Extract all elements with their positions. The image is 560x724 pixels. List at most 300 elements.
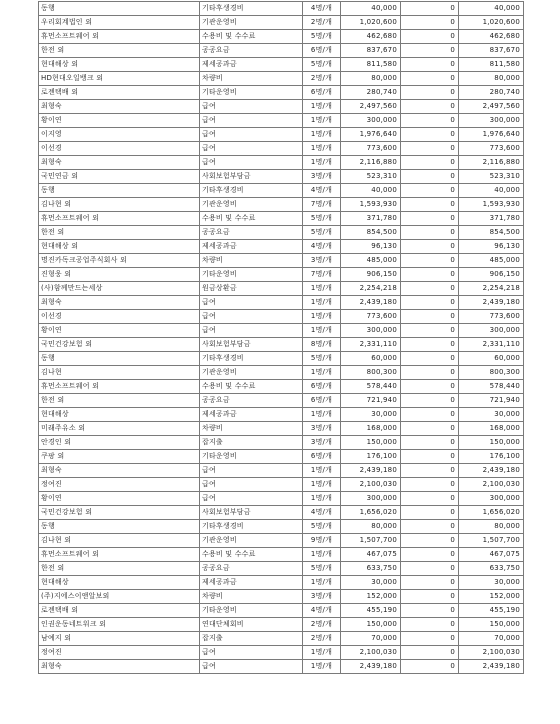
payee-cell: 안경인 외 — [39, 436, 200, 450]
table-row — [39, 338, 524, 352]
category-cell: 제세공과금 — [200, 576, 303, 590]
adjustment-cell: 0 — [401, 44, 459, 58]
category-cell: 기타후생경비 — [200, 184, 303, 198]
table-row — [39, 44, 524, 58]
category-cell: 급여 — [200, 478, 303, 492]
category-cell: 차량비 — [200, 254, 303, 268]
count-cell: 3명/개 — [303, 422, 341, 436]
adjustment-cell: 0 — [401, 618, 459, 632]
adjustment-cell: 0 — [401, 478, 459, 492]
adjustment-cell: 0 — [401, 254, 459, 268]
amount-cell: 2,116,880 — [341, 156, 401, 170]
category-cell: 연대단체회비 — [200, 618, 303, 632]
amount-cell: 2,254,218 — [341, 282, 401, 296]
count-cell: 5명/개 — [303, 212, 341, 226]
payee-cell: 한전 외 — [39, 394, 200, 408]
category-cell: 기관운영비 — [200, 198, 303, 212]
total-cell: 70,000 — [459, 632, 524, 646]
amount-cell: 176,100 — [341, 450, 401, 464]
table-row — [39, 268, 524, 282]
payee-cell: 정여진 — [39, 478, 200, 492]
category-cell: 원금상환금 — [200, 282, 303, 296]
count-cell: 1명/개 — [303, 576, 341, 590]
category-cell: 급여 — [200, 660, 303, 674]
adjustment-cell: 0 — [401, 338, 459, 352]
table-row — [39, 198, 524, 212]
adjustment-cell: 0 — [401, 380, 459, 394]
payee-cell: 김나현 외 — [39, 534, 200, 548]
count-cell: 1명/개 — [303, 366, 341, 380]
category-cell: 급여 — [200, 114, 303, 128]
amount-cell: 30,000 — [341, 576, 401, 590]
amount-cell: 2,100,030 — [341, 478, 401, 492]
payee-cell: 휴먼소프트웨어 외 — [39, 380, 200, 394]
amount-cell: 168,000 — [341, 422, 401, 436]
amount-cell: 721,940 — [341, 394, 401, 408]
payee-cell: (사)함께만드는세상 — [39, 282, 200, 296]
adjustment-cell: 0 — [401, 128, 459, 142]
count-cell: 3명/개 — [303, 436, 341, 450]
category-cell: 수용비 및 수수료 — [200, 380, 303, 394]
total-cell: 773,600 — [459, 142, 524, 156]
table-row — [39, 464, 524, 478]
payee-cell: 인권운동네트워크 외 — [39, 618, 200, 632]
payee-cell: 국민건강보험 외 — [39, 338, 200, 352]
amount-cell: 152,000 — [341, 590, 401, 604]
table-row — [39, 576, 524, 590]
count-cell: 1명/개 — [303, 464, 341, 478]
amount-cell: 371,780 — [341, 212, 401, 226]
payee-cell: 휴먼소프트웨어 외 — [39, 548, 200, 562]
total-cell: 371,780 — [459, 212, 524, 226]
total-cell: 1,507,700 — [459, 534, 524, 548]
category-cell: 급여 — [200, 646, 303, 660]
total-cell: 152,000 — [459, 590, 524, 604]
payee-cell: 한전 외 — [39, 226, 200, 240]
table-row — [39, 282, 524, 296]
amount-cell: 70,000 — [341, 632, 401, 646]
adjustment-cell: 0 — [401, 534, 459, 548]
count-cell: 2명/개 — [303, 618, 341, 632]
amount-cell: 1,593,930 — [341, 198, 401, 212]
table-row — [39, 310, 524, 324]
category-cell: 수용비 및 수수료 — [200, 30, 303, 44]
total-cell: 300,000 — [459, 492, 524, 506]
payee-cell: 김나현 — [39, 366, 200, 380]
expense-ledger-table — [38, 1, 524, 674]
table-row — [39, 212, 524, 226]
amount-cell: 2,439,180 — [341, 464, 401, 478]
count-cell: 4명/개 — [303, 506, 341, 520]
count-cell: 1명/개 — [303, 296, 341, 310]
count-cell: 3명/개 — [303, 254, 341, 268]
amount-cell: 2,331,110 — [341, 338, 401, 352]
payee-cell: (주)지에스이앤알보외 — [39, 590, 200, 604]
adjustment-cell: 0 — [401, 282, 459, 296]
total-cell: 837,670 — [459, 44, 524, 58]
amount-cell: 811,580 — [341, 58, 401, 72]
count-cell: 3명/개 — [303, 170, 341, 184]
table-row — [39, 114, 524, 128]
adjustment-cell: 0 — [401, 422, 459, 436]
table-row — [39, 548, 524, 562]
total-cell: 300,000 — [459, 324, 524, 338]
count-cell: 6명/개 — [303, 450, 341, 464]
total-cell: 773,600 — [459, 310, 524, 324]
adjustment-cell: 0 — [401, 58, 459, 72]
count-cell: 1명/개 — [303, 282, 341, 296]
amount-cell: 80,000 — [341, 520, 401, 534]
adjustment-cell: 0 — [401, 576, 459, 590]
amount-cell: 96,130 — [341, 240, 401, 254]
adjustment-cell: 0 — [401, 520, 459, 534]
category-cell: 잡지출 — [200, 436, 303, 450]
payee-cell: 김나현 외 — [39, 198, 200, 212]
category-cell: 기타후생경비 — [200, 352, 303, 366]
category-cell: 기타운영비 — [200, 86, 303, 100]
table-row — [39, 72, 524, 86]
table-row — [39, 394, 524, 408]
count-cell: 4명/개 — [303, 2, 341, 16]
amount-cell: 300,000 — [341, 324, 401, 338]
adjustment-cell: 0 — [401, 114, 459, 128]
table-row — [39, 506, 524, 520]
amount-cell: 280,740 — [341, 86, 401, 100]
count-cell: 6명/개 — [303, 44, 341, 58]
payee-cell: 현대해상 외 — [39, 240, 200, 254]
amount-cell: 2,439,180 — [341, 296, 401, 310]
amount-cell: 300,000 — [341, 114, 401, 128]
amount-cell: 80,000 — [341, 72, 401, 86]
table-row — [39, 128, 524, 142]
adjustment-cell: 0 — [401, 142, 459, 156]
total-cell: 578,440 — [459, 380, 524, 394]
adjustment-cell: 0 — [401, 240, 459, 254]
total-cell: 906,150 — [459, 268, 524, 282]
payee-cell: 정여진 — [39, 646, 200, 660]
count-cell: 5명/개 — [303, 520, 341, 534]
total-cell: 633,750 — [459, 562, 524, 576]
category-cell: 사회보험부담금 — [200, 506, 303, 520]
payee-cell: 국민연금 외 — [39, 170, 200, 184]
table-row — [39, 254, 524, 268]
total-cell: 96,130 — [459, 240, 524, 254]
category-cell: 기관운영비 — [200, 366, 303, 380]
count-cell: 1명/개 — [303, 408, 341, 422]
amount-cell: 906,150 — [341, 268, 401, 282]
category-cell: 기타후생경비 — [200, 2, 303, 16]
category-cell: 기타운영비 — [200, 450, 303, 464]
amount-cell: 60,000 — [341, 352, 401, 366]
adjustment-cell: 0 — [401, 632, 459, 646]
table-row — [39, 436, 524, 450]
count-cell: 2명/개 — [303, 16, 341, 30]
count-cell: 1명/개 — [303, 646, 341, 660]
amount-cell: 773,600 — [341, 142, 401, 156]
adjustment-cell: 0 — [401, 72, 459, 86]
table-row — [39, 422, 524, 436]
amount-cell: 837,670 — [341, 44, 401, 58]
category-cell: 기타운영비 — [200, 268, 303, 282]
table-row — [39, 58, 524, 72]
total-cell: 2,100,030 — [459, 478, 524, 492]
amount-cell: 1,656,020 — [341, 506, 401, 520]
adjustment-cell: 0 — [401, 2, 459, 16]
table-row — [39, 30, 524, 44]
table-row — [39, 240, 524, 254]
payee-cell: 한전 외 — [39, 562, 200, 576]
table-row — [39, 142, 524, 156]
payee-cell: 이선경 — [39, 310, 200, 324]
table-row — [39, 2, 524, 16]
category-cell: 사회보험부담금 — [200, 170, 303, 184]
total-cell: 2,254,218 — [459, 282, 524, 296]
table-row — [39, 184, 524, 198]
total-cell: 2,116,880 — [459, 156, 524, 170]
total-cell: 485,000 — [459, 254, 524, 268]
count-cell: 2명/개 — [303, 72, 341, 86]
table-row — [39, 646, 524, 660]
payee-cell: 휴먼소프트웨어 외 — [39, 212, 200, 226]
count-cell: 1명/개 — [303, 156, 341, 170]
payee-cell: 로젠택배 외 — [39, 604, 200, 618]
payee-cell: 이선경 — [39, 142, 200, 156]
count-cell: 1명/개 — [303, 310, 341, 324]
count-cell: 1명/개 — [303, 100, 341, 114]
total-cell: 280,740 — [459, 86, 524, 100]
category-cell: 급여 — [200, 156, 303, 170]
count-cell: 1명/개 — [303, 128, 341, 142]
adjustment-cell: 0 — [401, 310, 459, 324]
total-cell: 1,656,020 — [459, 506, 524, 520]
adjustment-cell: 0 — [401, 170, 459, 184]
adjustment-cell: 0 — [401, 492, 459, 506]
payee-cell: 동행 — [39, 2, 200, 16]
category-cell: 수용비 및 수수료 — [200, 212, 303, 226]
count-cell: 9명/개 — [303, 534, 341, 548]
table-row — [39, 408, 524, 422]
count-cell: 2명/개 — [303, 632, 341, 646]
table-row — [39, 520, 524, 534]
payee-cell: 남예지 외 — [39, 632, 200, 646]
amount-cell: 854,500 — [341, 226, 401, 240]
count-cell: 3명/개 — [303, 590, 341, 604]
amount-cell: 2,100,030 — [341, 646, 401, 660]
table-row — [39, 16, 524, 30]
adjustment-cell: 0 — [401, 16, 459, 30]
total-cell: 168,000 — [459, 422, 524, 436]
category-cell: 공공요금 — [200, 226, 303, 240]
amount-cell: 300,000 — [341, 492, 401, 506]
count-cell: 6명/개 — [303, 380, 341, 394]
adjustment-cell: 0 — [401, 100, 459, 114]
adjustment-cell: 0 — [401, 296, 459, 310]
table-row — [39, 380, 524, 394]
payee-cell: 명진카독크공업주식회사 외 — [39, 254, 200, 268]
table-row — [39, 296, 524, 310]
count-cell: 1명/개 — [303, 492, 341, 506]
adjustment-cell: 0 — [401, 506, 459, 520]
total-cell: 455,190 — [459, 604, 524, 618]
table-row — [39, 618, 524, 632]
amount-cell: 1,020,600 — [341, 16, 401, 30]
count-cell: 5명/개 — [303, 58, 341, 72]
category-cell: 공공요금 — [200, 562, 303, 576]
table-row — [39, 534, 524, 548]
count-cell: 1명/개 — [303, 142, 341, 156]
amount-cell: 2,439,180 — [341, 660, 401, 674]
category-cell: 공공요금 — [200, 394, 303, 408]
total-cell: 1,593,930 — [459, 198, 524, 212]
total-cell: 60,000 — [459, 352, 524, 366]
amount-cell: 578,440 — [341, 380, 401, 394]
adjustment-cell: 0 — [401, 548, 459, 562]
amount-cell: 467,075 — [341, 548, 401, 562]
total-cell: 2,497,560 — [459, 100, 524, 114]
category-cell: 급여 — [200, 128, 303, 142]
total-cell: 2,439,180 — [459, 296, 524, 310]
count-cell: 8명/개 — [303, 338, 341, 352]
adjustment-cell: 0 — [401, 352, 459, 366]
count-cell: 1명/개 — [303, 548, 341, 562]
amount-cell: 2,497,560 — [341, 100, 401, 114]
payee-cell: 현대해상 — [39, 408, 200, 422]
total-cell: 467,075 — [459, 548, 524, 562]
count-cell: 7명/개 — [303, 198, 341, 212]
category-cell: 급여 — [200, 310, 303, 324]
amount-cell: 485,000 — [341, 254, 401, 268]
total-cell: 176,100 — [459, 450, 524, 464]
payee-cell: 쿠팡 외 — [39, 450, 200, 464]
table-row — [39, 604, 524, 618]
category-cell: 급여 — [200, 464, 303, 478]
total-cell: 1,976,640 — [459, 128, 524, 142]
total-cell: 40,000 — [459, 2, 524, 16]
count-cell: 1명/개 — [303, 114, 341, 128]
adjustment-cell: 0 — [401, 450, 459, 464]
total-cell: 80,000 — [459, 520, 524, 534]
adjustment-cell: 0 — [401, 464, 459, 478]
count-cell: 5명/개 — [303, 226, 341, 240]
adjustment-cell: 0 — [401, 646, 459, 660]
total-cell: 462,680 — [459, 30, 524, 44]
amount-cell: 773,600 — [341, 310, 401, 324]
table-row — [39, 352, 524, 366]
total-cell: 2,331,110 — [459, 338, 524, 352]
count-cell: 7명/개 — [303, 268, 341, 282]
category-cell: 급여 — [200, 296, 303, 310]
amount-cell: 1,507,700 — [341, 534, 401, 548]
table-row — [39, 156, 524, 170]
amount-cell: 40,000 — [341, 2, 401, 16]
adjustment-cell: 0 — [401, 590, 459, 604]
total-cell: 40,000 — [459, 184, 524, 198]
amount-cell: 1,976,640 — [341, 128, 401, 142]
category-cell: 사회보험부담금 — [200, 338, 303, 352]
amount-cell: 455,190 — [341, 604, 401, 618]
table-row — [39, 562, 524, 576]
adjustment-cell: 0 — [401, 436, 459, 450]
category-cell: 급여 — [200, 492, 303, 506]
adjustment-cell: 0 — [401, 562, 459, 576]
payee-cell: 휴먼소프트웨어 외 — [39, 30, 200, 44]
category-cell: 수용비 및 수수료 — [200, 548, 303, 562]
adjustment-cell: 0 — [401, 30, 459, 44]
adjustment-cell: 0 — [401, 226, 459, 240]
category-cell: 제세공과금 — [200, 240, 303, 254]
payee-cell: 이지영 — [39, 128, 200, 142]
category-cell: 기관운영비 — [200, 16, 303, 30]
total-cell: 721,940 — [459, 394, 524, 408]
count-cell: 1명/개 — [303, 478, 341, 492]
table-row — [39, 492, 524, 506]
category-cell: 제세공과금 — [200, 408, 303, 422]
count-cell: 5명/개 — [303, 352, 341, 366]
table-row — [39, 660, 524, 674]
category-cell: 잡지출 — [200, 632, 303, 646]
category-cell: 급여 — [200, 100, 303, 114]
amount-cell: 523,310 — [341, 170, 401, 184]
count-cell: 4명/개 — [303, 604, 341, 618]
payee-cell: 최형숙 — [39, 156, 200, 170]
category-cell: 기관운영비 — [200, 534, 303, 548]
category-cell: 공공요금 — [200, 44, 303, 58]
total-cell: 811,580 — [459, 58, 524, 72]
total-cell: 30,000 — [459, 576, 524, 590]
category-cell: 차량비 — [200, 422, 303, 436]
payee-cell: 현대해상 — [39, 576, 200, 590]
table-row — [39, 100, 524, 114]
adjustment-cell: 0 — [401, 86, 459, 100]
total-cell: 30,000 — [459, 408, 524, 422]
payee-cell: 국민건강보험 외 — [39, 506, 200, 520]
adjustment-cell: 0 — [401, 394, 459, 408]
payee-cell: 동행 — [39, 352, 200, 366]
table-row — [39, 226, 524, 240]
adjustment-cell: 0 — [401, 268, 459, 282]
count-cell: 4명/개 — [303, 184, 341, 198]
total-cell: 300,000 — [459, 114, 524, 128]
adjustment-cell: 0 — [401, 198, 459, 212]
payee-cell: 황이연 — [39, 492, 200, 506]
table-row — [39, 478, 524, 492]
payee-cell: 우리회계법인 외 — [39, 16, 200, 30]
adjustment-cell: 0 — [401, 324, 459, 338]
table-row — [39, 450, 524, 464]
amount-cell: 30,000 — [341, 408, 401, 422]
amount-cell: 633,750 — [341, 562, 401, 576]
count-cell: 1명/개 — [303, 324, 341, 338]
total-cell: 150,000 — [459, 618, 524, 632]
category-cell: 제세공과금 — [200, 58, 303, 72]
amount-cell: 40,000 — [341, 184, 401, 198]
total-cell: 854,500 — [459, 226, 524, 240]
payee-cell: 최형숙 — [39, 464, 200, 478]
adjustment-cell: 0 — [401, 604, 459, 618]
count-cell: 4명/개 — [303, 240, 341, 254]
category-cell: 기타운영비 — [200, 604, 303, 618]
count-cell: 6명/개 — [303, 394, 341, 408]
category-cell: 기타후생경비 — [200, 520, 303, 534]
category-cell: 차량비 — [200, 590, 303, 604]
count-cell: 5명/개 — [303, 562, 341, 576]
total-cell: 80,000 — [459, 72, 524, 86]
adjustment-cell: 0 — [401, 408, 459, 422]
total-cell: 2,100,030 — [459, 646, 524, 660]
table-row — [39, 170, 524, 184]
payee-cell: 미래주유소 외 — [39, 422, 200, 436]
category-cell: 차량비 — [200, 72, 303, 86]
